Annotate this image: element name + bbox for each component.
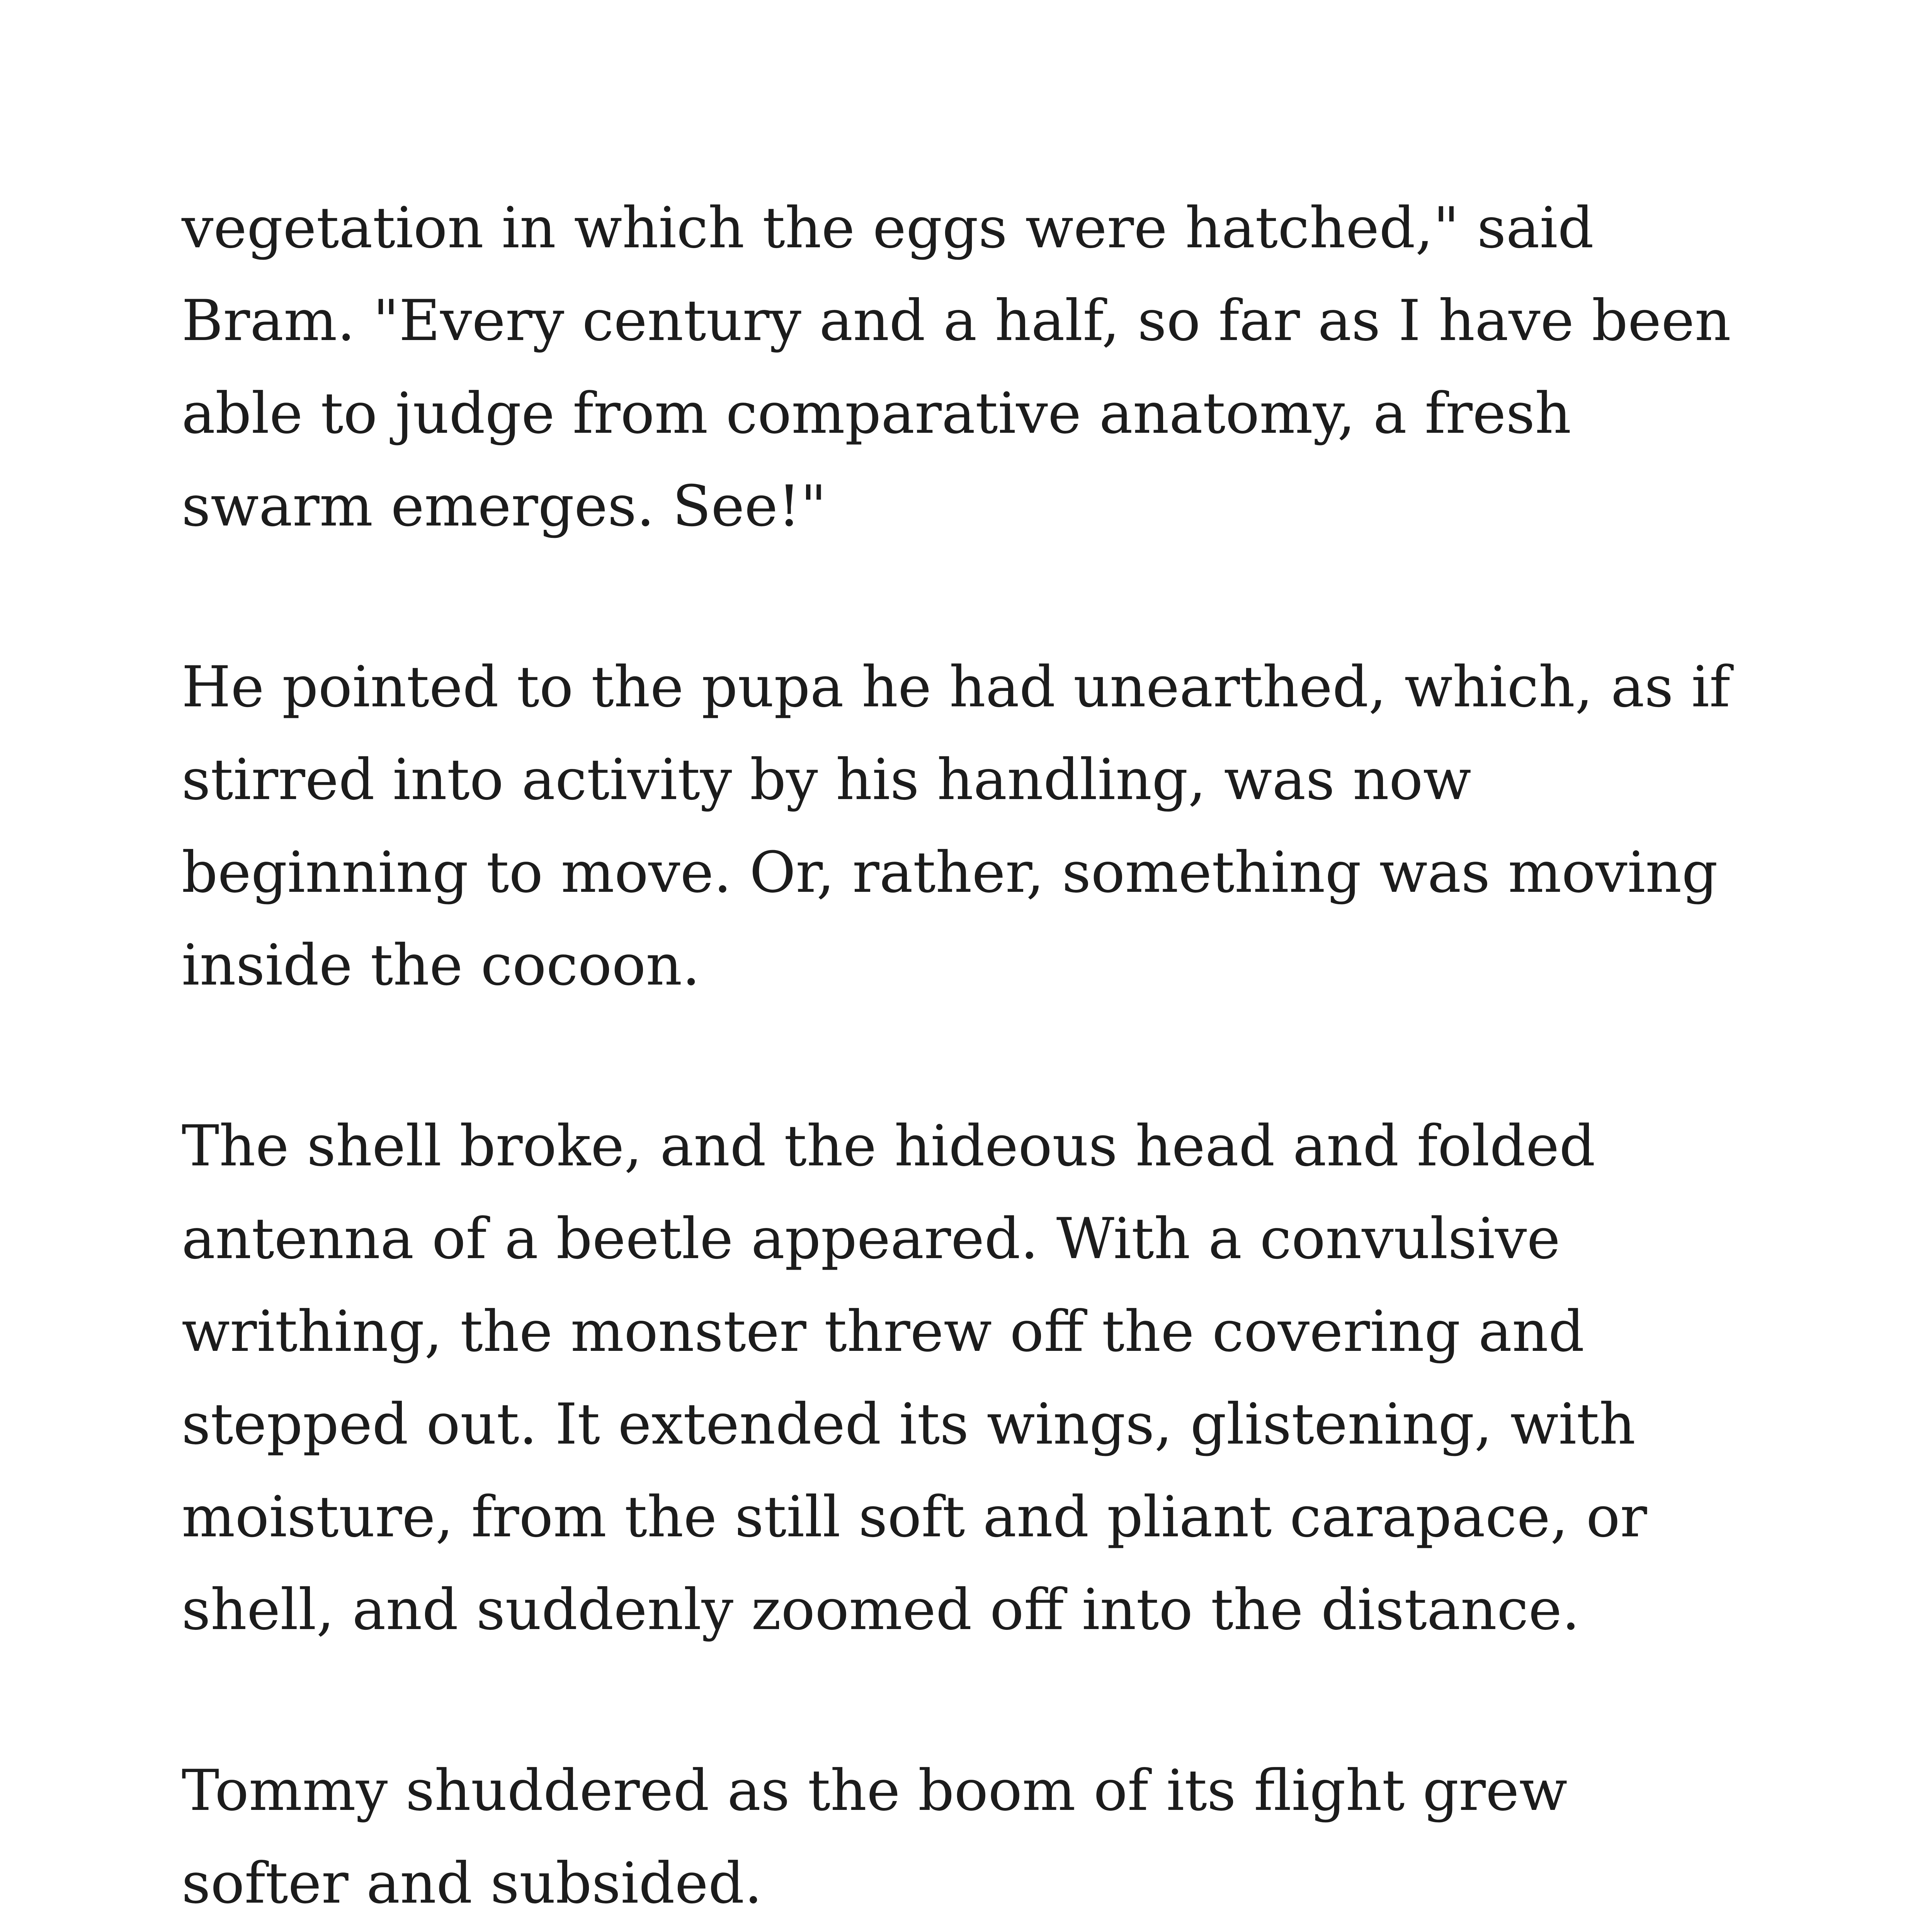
paragraph [182,1744,1812,1930]
text-line: Tommy shuddered as the boom of its flight grew [182,1758,1568,1823]
text-line: stirred into activity by his handling, was now [182,747,1471,813]
text-line: softer and subsided. [182,1850,762,1916]
text-line: swarm emerges. See!" [182,473,827,539]
text-line: shell, and suddenly zoomed off into the distance. [182,1577,1580,1643]
text-line: beginning to move. Or, rather, something was moving [182,840,1718,905]
text-line: The shell broke, and the hideous head and folded [182,1113,1595,1179]
text-line: He pointed to the pupa he had unearthed, which, as if [182,654,1730,720]
text-line: moisture, from the still soft and pliant carapace, or [182,1484,1647,1550]
text-line: able to judge from comparative anatomy, a fresh [182,381,1571,446]
text-line: Bram. "Every century and a half, so far as I have been [182,288,1731,354]
text-line: antenna of a beetle appeared. With a convulsive [182,1206,1560,1272]
paragraph [182,641,1812,1012]
paragraph [182,1100,1812,1656]
text-line: vegetation in which the eggs were hatched," said [182,195,1594,261]
text-line: inside the cocoon. [182,932,700,998]
text-line: stepped out. It extended its wings, glistening, with [182,1391,1636,1457]
text-column [182,182,1812,1932]
text-line: writhing, the monster threw off the covering and [182,1299,1585,1364]
paragraph [182,182,1812,553]
